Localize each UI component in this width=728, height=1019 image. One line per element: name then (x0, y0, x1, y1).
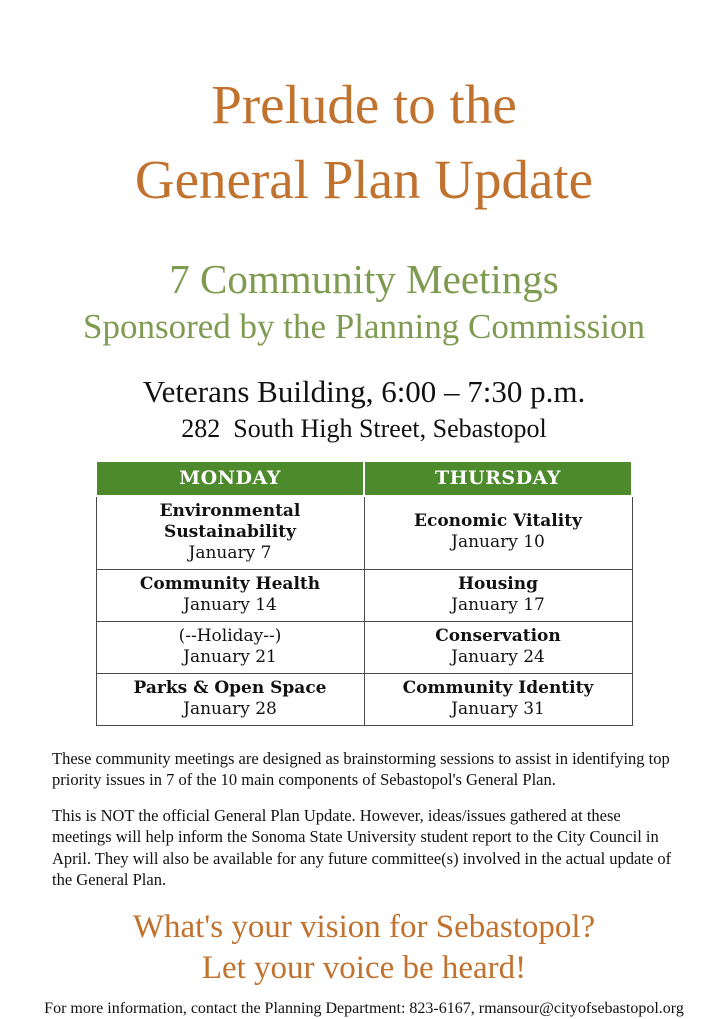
schedule-cell (364, 569, 632, 621)
column-header-thursday: THURSDAY (364, 461, 632, 496)
schedule-cell (364, 673, 632, 725)
table-row (96, 496, 632, 570)
meeting-date: January 14 (183, 594, 277, 615)
description-paragraph-1: These community meetings are designed as brainstorming sessions to assist in identifying top priority issues in 7 of the 10 main components of Sebastopol's General Plan. (52, 748, 670, 790)
schedule-cell (96, 569, 364, 621)
page-title (0, 37, 728, 217)
schedule-cell (96, 496, 364, 570)
schedule-table (95, 460, 633, 726)
meeting-topic: Parks & Open Space (133, 677, 327, 698)
call-to-action-line2: Let your voice be heard! (201, 949, 527, 986)
meeting-date: January 10 (451, 532, 545, 553)
meeting-topic: Community Health (139, 573, 321, 594)
meeting-topic: Conservation (435, 625, 561, 646)
subtitle-meetings-count: 7 Community Meetings (169, 255, 559, 302)
table-header-row (96, 461, 632, 496)
column-header-monday: MONDAY (96, 461, 364, 496)
schedule-cell (364, 496, 632, 570)
meeting-topic: Community Identity (402, 677, 594, 698)
schedule-cell (96, 621, 364, 673)
meeting-topic: Housing (457, 573, 539, 594)
meeting-date: January 17 (451, 594, 545, 615)
subtitle-sponsor: Sponsored by the Planning Commission (83, 306, 645, 346)
meeting-topic-holiday: (--Holiday--) (178, 625, 282, 646)
meeting-topic: Environmental Sustainability (159, 500, 301, 542)
meeting-date: January 28 (183, 698, 277, 719)
call-to-action-line1: What's your vision for Sebastopol? (132, 908, 596, 945)
meeting-date: January 24 (451, 646, 545, 667)
meeting-date: January 21 (183, 646, 277, 667)
contact-info: For more information, contact the Planning Department: 823-6167, rmansour@cityofsebastopol.org (44, 999, 684, 1017)
venue-name-time: Veterans Building, 6:00 – 7:30 p.m. (142, 373, 586, 409)
page-title-line2: General Plan Update (134, 148, 594, 210)
flyer-page (0, 37, 728, 1017)
call-to-action (0, 907, 728, 989)
meeting-date: January 7 (188, 542, 272, 563)
schedule-cell (364, 621, 632, 673)
meeting-topic: Economic Vitality (414, 511, 582, 532)
description-paragraph-2: This is NOT the official General Plan Update. However, ideas/issues gathered at these meetings will help inform the Sonoma State University student report to the City Council in April. They will also be available for any future committee(s) involved in the actual update of the General Plan. (52, 805, 672, 890)
meeting-date: January 31 (451, 698, 545, 719)
page-title-line1: Prelude to the (211, 73, 517, 135)
schedule-cell (96, 673, 364, 725)
table-row (96, 621, 632, 673)
table-row (96, 673, 632, 725)
venue-address: 282 South High Street, Sebastopol (181, 413, 547, 443)
table-row (96, 569, 632, 621)
